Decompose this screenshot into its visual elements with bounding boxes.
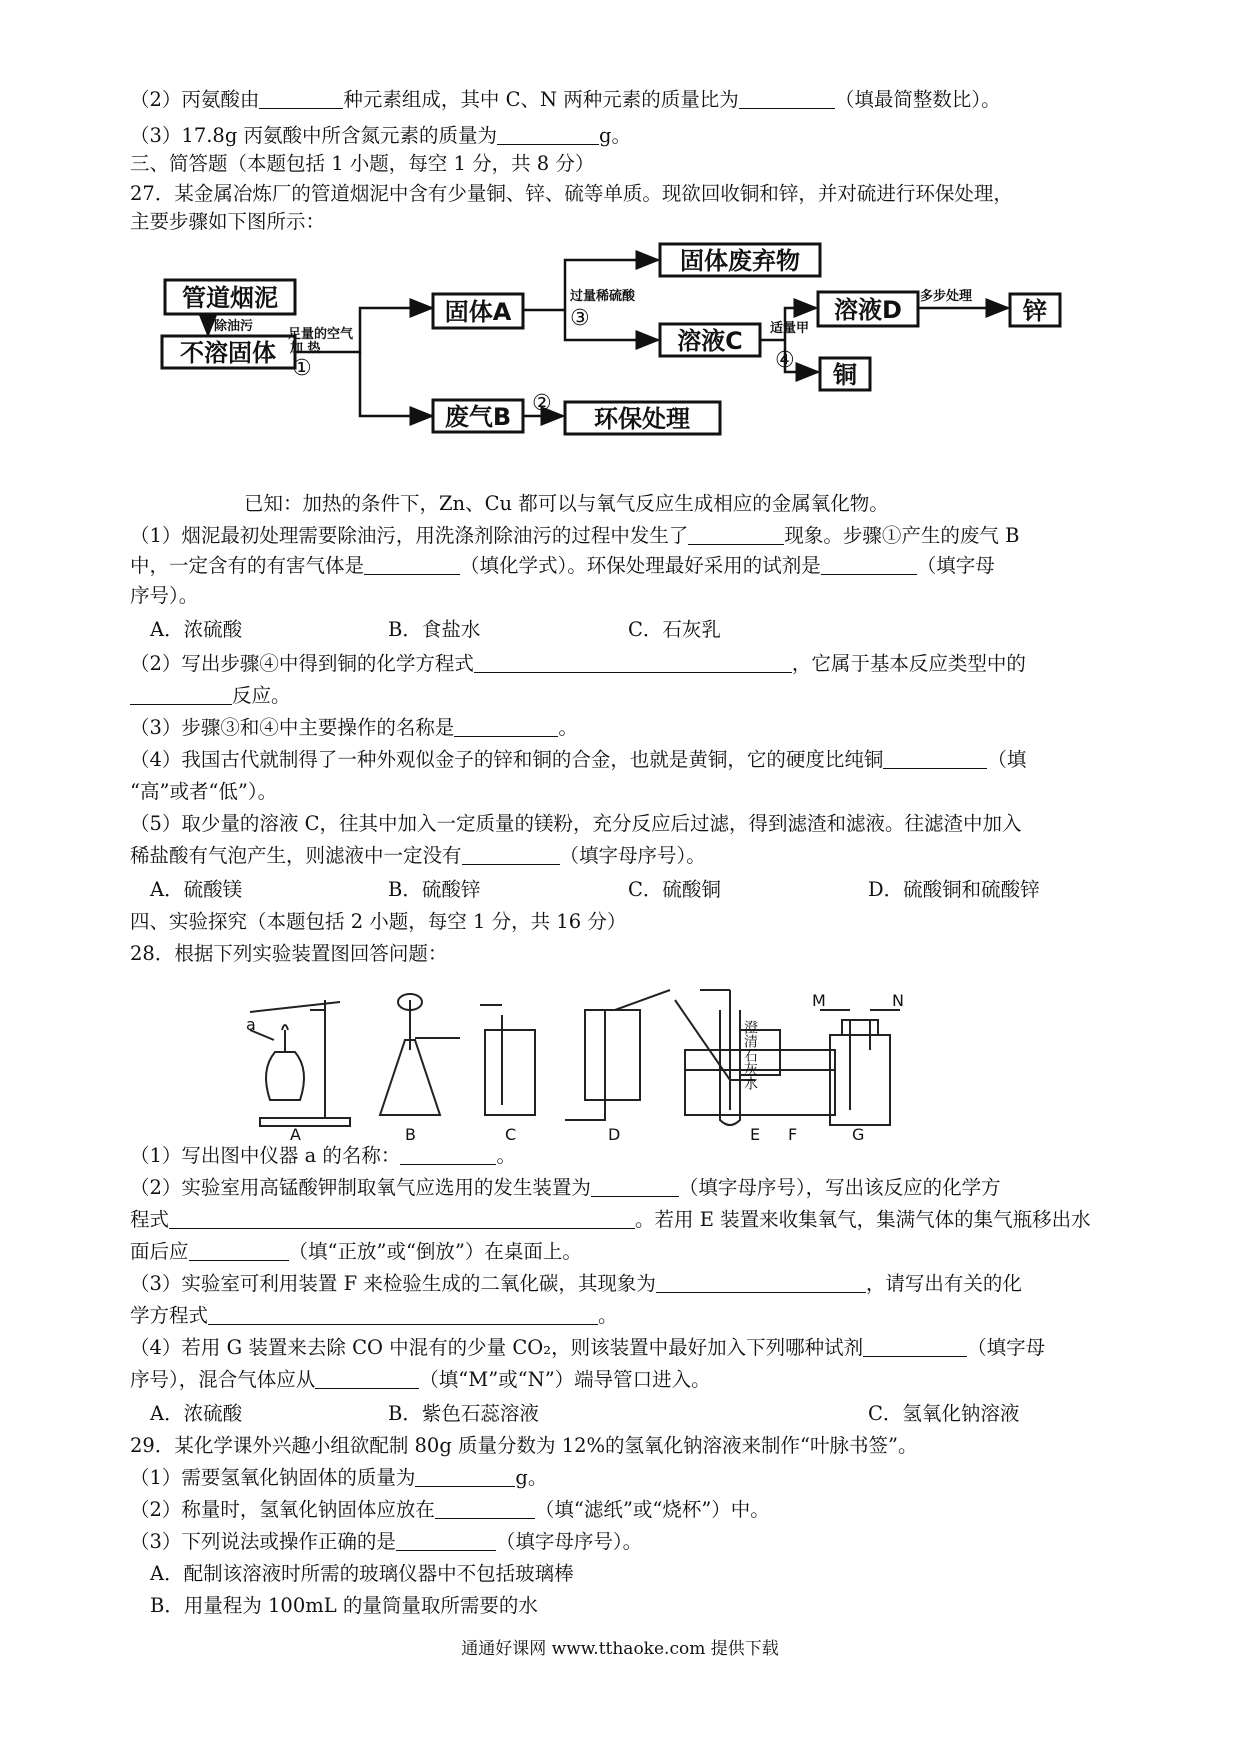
flow-text-b5: 固体废弃物	[680, 247, 800, 275]
answer-blank[interactable]	[130, 684, 232, 705]
apparatus-c	[480, 1005, 535, 1115]
q27-p5-option-d: D．硫酸铜和硫酸锌	[868, 878, 1040, 901]
answer-blank[interactable]	[435, 1498, 535, 1519]
label-D: D	[608, 1125, 621, 1140]
q27-part4-line1: （4）我国古代就制得了一种外观似金子的锌和铜的合金，也就是黄铜，它的硬度比纯铜 （填	[130, 748, 1027, 771]
answer-blank[interactable]	[462, 844, 560, 865]
flow-text-b4: 废气B	[444, 403, 512, 431]
label-F: F	[788, 1125, 798, 1140]
answer-blank[interactable]	[474, 652, 792, 673]
apparatus-b	[380, 994, 460, 1115]
q27-part1-line1: （1）烟泥最初处理需要除油污，用洗涤剂除油污的过程中发生了 现象。步骤①产生的废气 B	[130, 524, 1020, 547]
q26-part2: （2）丙氨酸由 种元素组成，其中 C、N 两种元素的质量比为 （填最简整数比）。	[130, 88, 1001, 111]
label-a-lower: a	[246, 1015, 256, 1034]
answer-blank[interactable]	[208, 1304, 598, 1325]
answer-blank[interactable]	[415, 1466, 515, 1487]
label-A: A	[290, 1125, 301, 1140]
flow-label-heat: 加 热	[290, 341, 321, 356]
q28-part2-line3: 面后应 （填“正放”或“倒放”）在桌面上。	[130, 1240, 582, 1263]
apparatus-g	[820, 1010, 900, 1125]
answer-blank[interactable]	[591, 1176, 679, 1197]
q27-stem-line1: 27．某金属冶炼厂的管道烟泥中含有少量铜、锌、硫等单质。现欲回收铜和锌，并对硫进行环保处理，	[130, 182, 1013, 205]
q27-part2-line2: 反应。	[130, 682, 291, 710]
answer-blank[interactable]	[821, 554, 917, 575]
q27-p5-option-b: B．硫酸锌	[388, 878, 481, 901]
answer-blank[interactable]	[364, 554, 460, 575]
label-C: C	[505, 1125, 517, 1140]
flow-text-b2: 不溶固体	[180, 339, 276, 367]
q28-p4-option-c: C．氢氧化钠溶液	[868, 1402, 1020, 1425]
q28-stem: 28．根据下列实验装置图回答问题：	[130, 942, 448, 965]
q29-part3: （3）下列说法或操作正确的是 （填字母序号）。	[130, 1530, 643, 1553]
flow-text-b10: 铜	[833, 361, 857, 389]
section-4-heading: 四、实验探究（本题包括 2 小题，每空 1 分，共 16 分）	[130, 910, 627, 933]
label-limewater: 澄清石灰水	[742, 1020, 758, 1090]
q28-p4-option-b: B．紫色石蕊溶液	[388, 1402, 539, 1425]
q27-part4-line2: “高”或者“低”）。	[130, 780, 278, 803]
q27-part2-line1: （2）写出步骤④中得到铜的化学方程式 ，它属于基本反应类型中的	[130, 652, 1026, 675]
answer-blank[interactable]	[863, 1336, 967, 1357]
q27-known: 已知：加热的条件下，Zn、Cu 都可以与氧气反应生成相应的金属氧化物。	[244, 492, 889, 515]
q28-apparatus-figure	[230, 980, 1010, 1140]
q27-part1-line3: 序号）。	[130, 584, 199, 607]
answer-blank[interactable]	[688, 524, 784, 545]
q27-part5-line1: （5）取少量的溶液 C，往其中加入一定质量的镁粉，充分反应后过滤，得到滤渣和滤液。往滤渣中加入	[130, 812, 1022, 835]
flow-text-b6: 溶液C	[677, 327, 743, 355]
flow-label-degrease: 除油污	[214, 319, 254, 334]
answer-blank[interactable]	[400, 1144, 496, 1165]
label-N: N	[892, 991, 904, 1010]
q27-p1-option-a: A．浓硫酸	[150, 618, 243, 641]
label-G: G	[852, 1125, 865, 1140]
answer-blank[interactable]	[259, 88, 343, 109]
answer-blank[interactable]	[169, 1208, 635, 1229]
q27-p1-option-c: C．石灰乳	[628, 618, 721, 641]
flow-text-b9: 锌	[1023, 297, 1047, 325]
q28-part4-line2: 序号），混合气体应从 （填“M”或“N”）端导管口进入。	[130, 1368, 711, 1391]
q27-part1-line2: 中，一定含有的有害气体是 （填化学式）。环保处理最好采用的试剂是 （填字母	[130, 554, 995, 577]
answer-blank[interactable]	[315, 1368, 419, 1389]
apparatus-d	[565, 990, 670, 1120]
q27-stem-line2: 主要步骤如下图所示：	[130, 210, 326, 233]
answer-blank[interactable]	[656, 1272, 866, 1293]
label-M: M	[812, 991, 826, 1010]
q28-part3-line1: （3）实验室可利用装置 F 来检验生成的二氧化碳，其现象为 ，请写出有关的化	[130, 1272, 1022, 1295]
answer-blank[interactable]	[189, 1240, 289, 1261]
page-footer: 通通好课网 www.tthaoke.com 提供下载	[461, 1639, 779, 1659]
q27-part3: （3）步骤③和④中主要操作的名称是 。	[130, 716, 578, 739]
section-3-heading: 三、简答题（本题包括 1 小题，每空 1 分，共 8 分）	[130, 152, 595, 175]
q27-p5-option-a: A．硫酸镁	[150, 878, 243, 901]
label-E: E	[750, 1125, 761, 1140]
apparatus-f	[700, 990, 740, 1125]
q28-part3-line2: 学方程式 。	[130, 1304, 618, 1327]
q28-part1: （1）写出图中仪器 a 的名称： 。	[130, 1144, 516, 1167]
answer-blank[interactable]	[497, 124, 599, 145]
q27-part5-line2: 稀盐酸有气泡产生，则滤液中一定没有 （填字母序号）。	[130, 844, 706, 867]
q27-p5-option-c: C．硫酸铜	[628, 878, 721, 901]
flow-step-1: ①	[292, 356, 312, 381]
flow-text-b8: 溶液D	[834, 296, 902, 324]
q29-option-a: A．配制该溶液时所需的玻璃仪器中不包括玻璃棒	[150, 1562, 574, 1585]
label-B: B	[405, 1125, 416, 1140]
answer-blank[interactable]	[883, 748, 987, 769]
flow-text-b3: 固体A	[444, 298, 512, 326]
q29-part2: （2）称量时，氢氧化钠固体应放在 （填“滤纸”或“烧杯”）中。	[130, 1498, 770, 1521]
answer-blank[interactable]	[396, 1530, 496, 1551]
q28-part4-line1: （4）若用 G 装置来去除 CO 中混有的少量 CO₂，则该装置中最好加入下列哪种试剂 （填字母	[130, 1336, 1046, 1359]
q28-part2-line2: 程式 。若用 E 装置来收集氧气，集满气体的集气瓶移出水	[130, 1208, 1091, 1231]
apparatus-a	[250, 1000, 350, 1126]
flow-text-b7: 环保处理	[594, 405, 690, 433]
flow-step-4: ④	[775, 348, 795, 373]
flow-label-reagent-jia: 适量甲	[770, 321, 810, 336]
q27-p1-option-b: B．食盐水	[388, 618, 481, 641]
answer-blank[interactable]	[739, 88, 835, 109]
flow-step-3: ③	[570, 306, 590, 331]
q28-p4-option-a: A．浓硫酸	[150, 1402, 243, 1425]
q29-option-b: B．用量程为 100mL 的量筒量取所需要的水	[150, 1594, 538, 1617]
q29-stem: 29．某化学课外兴趣小组欲配制 80g 质量分数为 12%的氢氧化钠溶液来制作“叶脉书签”。	[130, 1434, 918, 1457]
flow-step-2: ②	[532, 391, 552, 416]
flow-label-multistep: 多步处理	[920, 289, 973, 304]
flow-label-dilute-acid: 过量稀硫酸	[570, 289, 636, 304]
answer-blank[interactable]	[454, 716, 558, 737]
q26-part3: （3）17.8g 丙氨酸中所含氮元素的质量为 g。	[130, 124, 631, 147]
q27-flowchart	[150, 240, 1070, 490]
flow-text-b1: 管道烟泥	[182, 284, 278, 312]
q28-part2-line1: （2）实验室用高锰酸钾制取氧气应选用的发生装置为 （填字母序号），写出该反应的化学方	[130, 1176, 1001, 1199]
q29-part1: （1）需要氢氧化钠固体的质量为 g。	[130, 1466, 548, 1489]
flow-label-air: 足量的空气	[288, 327, 354, 342]
